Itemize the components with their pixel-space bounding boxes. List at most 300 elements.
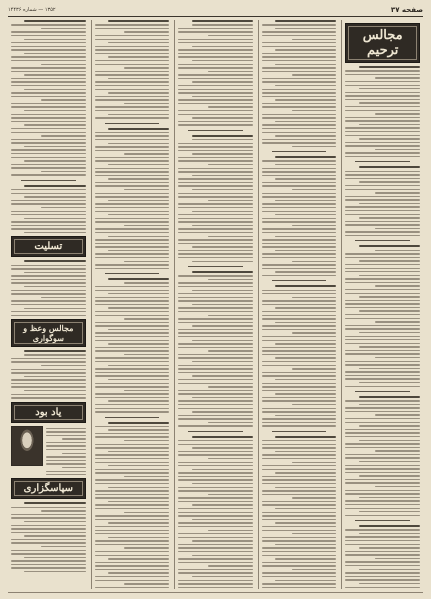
text-line [178,99,253,100]
text-line [178,372,253,373]
text-line [208,164,253,165]
text-line [345,587,420,588]
text-line [262,275,337,276]
text-line [292,146,337,147]
text-line [345,196,420,197]
text-line [359,569,420,570]
text-line [359,404,420,405]
text-line [178,114,253,115]
text-line [95,408,170,409]
text-line [262,383,337,384]
text-line [262,375,337,376]
text-line [178,515,253,516]
text-line [178,487,253,488]
text-line [262,365,337,366]
text-line [11,153,86,154]
text-line [192,504,253,505]
text-line [11,81,86,82]
text-line [95,146,170,147]
text-line [11,372,86,373]
text-line [178,329,253,330]
text-line [24,557,85,558]
text-line [275,393,336,394]
text-line [262,24,337,25]
text-line [345,544,420,545]
text-line [275,379,336,380]
section-divider [272,280,327,281]
text-line [345,253,420,254]
text-line [192,153,253,154]
text-line [345,443,420,444]
text-line [262,171,337,172]
text-line [275,99,336,100]
text-line [124,153,169,154]
text-line [375,113,420,114]
text-line [95,39,170,40]
text-line [359,525,420,527]
text-line [262,96,337,97]
text-line [262,71,337,72]
text-line [11,46,86,47]
text-line [178,558,253,559]
text-line [95,361,170,362]
text-line [11,532,86,533]
text-line [95,117,170,118]
text-line [24,124,85,125]
text-line [345,74,420,75]
text-line [11,397,86,398]
text-line [95,357,170,358]
text-line [192,325,253,326]
text-line [108,307,169,308]
text-line [262,221,337,222]
text-line [108,400,169,401]
text-line [345,145,420,146]
text-line [262,290,337,291]
text-line [11,550,86,551]
text-line [262,458,337,459]
text-line [345,328,420,329]
text-line [192,483,253,484]
text-line [192,555,253,556]
text-line [345,508,420,509]
text-line [345,479,420,480]
text-line [95,221,170,222]
text-line [178,185,253,186]
text-line [292,39,337,40]
text-line [178,286,253,287]
text-line [95,497,170,498]
text-line [95,185,170,186]
text-line [345,110,420,111]
text-line [95,444,170,445]
text-line [262,469,337,470]
text-line [345,447,420,448]
text-line [345,529,420,530]
section-divider [272,151,327,152]
text-block [178,20,253,126]
text-line [95,325,170,326]
text-line [11,71,86,72]
text-line [208,386,253,387]
text-line [178,196,253,197]
text-line [178,454,253,455]
text-line [178,171,253,172]
text-line [95,246,170,247]
text-line [345,300,420,301]
text-line [192,60,253,61]
text-line [95,479,170,480]
text-line [345,106,420,107]
text-line [178,103,253,104]
text-line [375,486,420,487]
text-line [95,28,170,29]
text-line [345,436,420,437]
text-line [11,228,86,229]
text-line [62,467,86,468]
column-1 [341,20,423,589]
text-line [359,497,420,498]
text-line [292,332,337,333]
text-line [359,102,420,103]
text-line [95,71,170,72]
text-line [262,246,337,247]
text-line [345,493,420,494]
text-line [178,522,253,523]
text-line [95,315,170,316]
text-line [178,56,253,57]
text-line [108,379,169,380]
text-line [345,174,420,175]
text-line [95,196,170,197]
text-line [262,386,337,387]
text-line [262,268,337,269]
text-line [124,440,169,441]
text-line [95,383,170,384]
text-line [41,99,86,100]
text-line [178,39,253,40]
text-line [24,196,85,197]
text-line [95,64,170,65]
text-line [178,193,253,194]
text-line [192,225,253,226]
text-line [108,487,169,488]
text-line [95,551,170,552]
text-line [262,160,337,161]
text-line [262,46,337,47]
text-line [178,379,253,380]
text-line [262,239,337,240]
text-line [178,343,253,344]
text-line [11,31,86,32]
text-line [262,354,337,355]
text-line [345,515,420,516]
text-line [192,96,253,97]
text-line [178,587,253,588]
text-line [192,139,253,140]
text-line [262,185,337,186]
portrait-photo [11,426,43,466]
text-line [178,400,253,401]
text-line [178,322,253,323]
text-line [178,415,253,416]
text-line [46,435,86,436]
text-line [11,386,86,387]
text-line [178,383,253,384]
text-line [178,178,253,179]
text-line [178,440,253,441]
text-line [95,580,170,581]
text-line [192,290,253,291]
text-line [124,31,169,32]
text-line [345,579,420,580]
text-line [41,64,86,65]
text-line [95,494,170,495]
text-line [95,433,170,434]
text-line [345,95,420,96]
text-line [359,66,420,68]
text-line [192,46,253,47]
text-line [262,142,337,143]
text-line [178,347,253,348]
text-line [262,264,337,265]
text-line [262,329,337,330]
text-line [178,451,253,452]
text-line [124,67,169,68]
text-line [95,397,170,398]
text-line [292,462,337,463]
text-line [11,142,86,143]
column-4 [91,20,173,589]
text-line [11,78,86,79]
text-line [11,60,86,61]
text-line [95,587,170,588]
text-line [95,211,170,212]
text-line [262,35,337,36]
text-line [345,353,420,354]
text-line [275,28,336,29]
text-line [95,228,170,229]
text-line [192,24,253,25]
text-line [11,149,86,150]
text-line [262,347,337,348]
columns [8,20,423,589]
text-line [345,386,420,387]
text-line [108,42,169,43]
text-line [95,332,170,333]
text-line [24,260,85,262]
text-line [108,278,169,280]
page-header [8,4,423,17]
text-line [178,92,253,93]
text-line [95,160,170,161]
text-line [178,168,253,169]
text-line [275,451,336,452]
text-line [11,114,86,115]
text-line [192,576,253,577]
text-line [345,504,420,505]
text-line [41,365,86,366]
text-line [262,139,337,140]
text-line [262,440,337,441]
text-line [262,228,337,229]
text-line [262,42,337,43]
text-line [46,431,86,432]
text-line [192,375,253,376]
text-line [24,272,85,273]
text-line [359,382,420,383]
text-line [95,264,170,265]
text-line [359,166,420,168]
text-line [375,77,420,78]
text-line [95,239,170,240]
text-line [345,551,420,552]
text-line [262,361,337,362]
text-line [95,286,170,287]
text-line [345,325,420,326]
text-line [11,265,86,266]
text-block [345,245,420,387]
text-line [24,232,85,233]
text-block [262,20,337,147]
text-line [262,53,337,54]
text-block [262,285,337,427]
text-line [11,564,86,565]
text-line [24,218,85,219]
text-line [11,35,86,36]
text-line [262,304,337,305]
text-line [95,569,170,570]
text-line [345,221,420,222]
text-block [345,166,420,236]
text-line [262,253,337,254]
text-line [41,28,86,29]
text-line [345,206,420,207]
text-line [262,315,337,316]
text-line [108,422,169,424]
text-line [262,60,337,61]
text-line [11,279,86,280]
text-line [275,487,336,488]
text-line [108,214,169,215]
text-line [375,357,420,358]
text-line [178,357,253,358]
text-line [11,275,86,276]
text-line [108,20,169,22]
text-line [275,156,336,158]
text-line [178,501,253,502]
text-line [24,20,85,22]
text-line [46,449,86,450]
text-line [178,404,253,405]
text-line [11,128,86,129]
text-line [41,297,86,298]
text-line [11,358,86,359]
text-line [192,246,253,247]
text-line [108,501,169,502]
text-line [95,35,170,36]
text-line [275,271,336,272]
text-line [262,300,337,301]
text-block [345,396,420,516]
text-line [95,322,170,323]
text-line [178,526,253,527]
text-line [178,497,253,498]
text-line [24,502,85,504]
text-line [46,445,86,446]
text-line [11,517,86,518]
text-line [95,530,170,531]
text-block [178,135,253,262]
text-line [11,132,86,133]
text-line [124,261,169,262]
text-line [345,378,420,379]
text-line [95,203,170,204]
text-line [192,211,253,212]
text-line [24,53,85,54]
text-line [275,307,336,308]
text-line [208,315,253,316]
text-line [192,447,253,448]
text-line [178,64,253,65]
text-line [178,157,253,158]
text-line [178,479,253,480]
text-line [11,167,86,168]
text-line [95,24,170,25]
text-line [95,350,170,351]
text-line [178,214,253,215]
text-block [11,350,86,399]
text-line [345,199,420,200]
text-line [345,561,420,562]
text-line [95,96,170,97]
text-line [24,535,85,536]
text-line [262,494,337,495]
text-line [178,444,253,445]
text-line [192,81,253,82]
text-line [275,285,336,287]
text-line [178,537,253,538]
text-line [275,85,336,86]
text-line [345,314,420,315]
text-line [95,106,170,107]
text-line [292,189,337,190]
text-line [208,35,253,36]
text-line [24,376,85,377]
text-line [262,168,337,169]
text-line [11,214,86,215]
text-line [46,442,86,443]
text-line [95,290,170,291]
text-line [178,354,253,355]
text-line [345,307,420,308]
text-line [11,507,86,508]
text-line [95,135,170,136]
text-block [178,436,253,589]
text-line [24,308,85,309]
text-line [41,546,86,547]
text-line [359,296,420,297]
text-line [124,103,169,104]
section-banner-condolence: تسلیت [11,236,86,257]
text-line [262,526,337,527]
text-line [46,428,86,429]
text-line [275,508,336,509]
text-line [95,555,170,556]
text-line [262,547,337,548]
text-line [11,528,86,529]
text-line [262,106,337,107]
